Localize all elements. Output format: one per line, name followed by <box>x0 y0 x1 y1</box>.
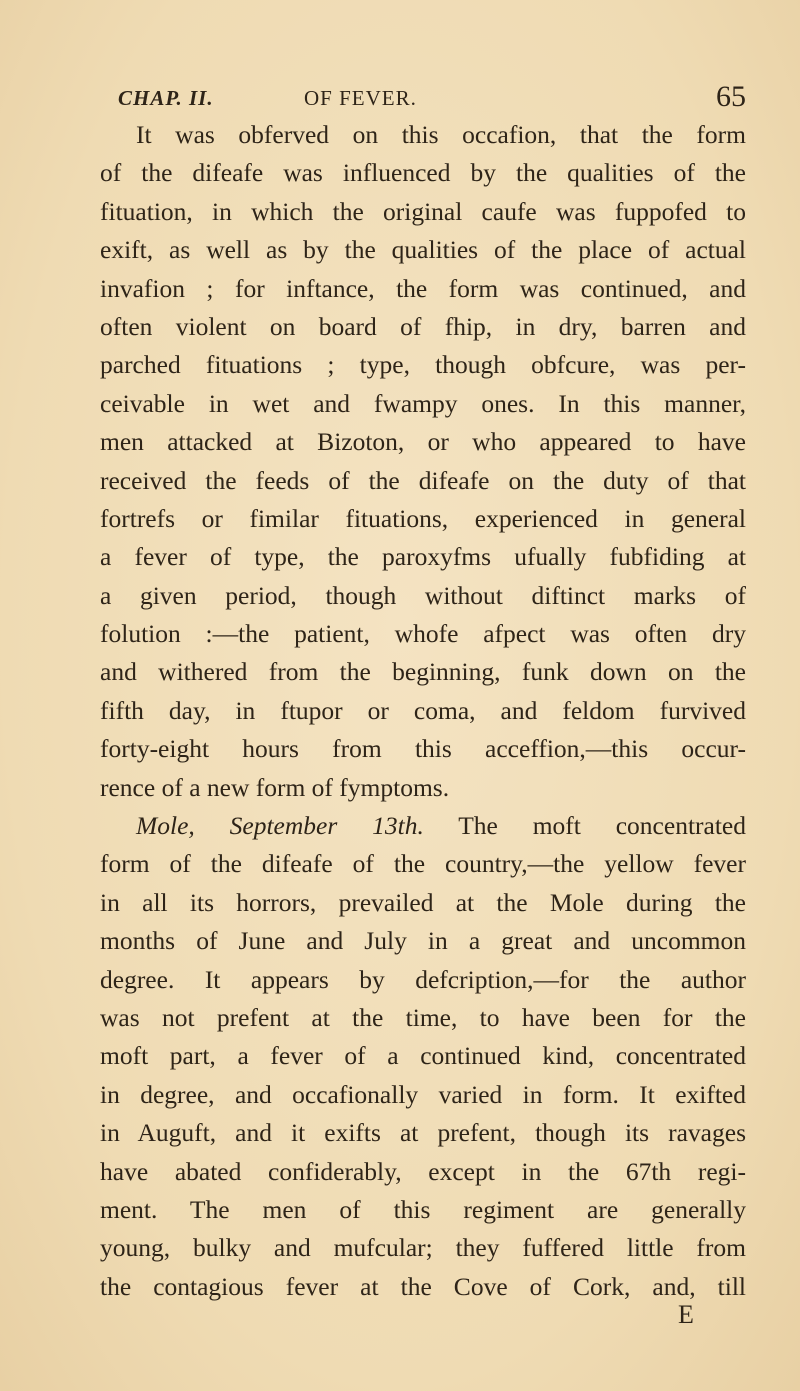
text-line: young, bulky and mufcular; they fuffered little from <box>100 1233 746 1263</box>
text-line: often violent on board of fhip, in dry, barren and <box>100 311 746 341</box>
running-title: OF FEVER. <box>304 86 417 110</box>
text-line: It was obferved on this occafion, that the form <box>136 120 746 149</box>
dateline: Mole, September 13th. <box>136 811 424 841</box>
text-line: parched fituations ; type, though obfcure, was per- <box>100 350 746 380</box>
text-line: in Auguft, and it exifts at prefent, though its ravages <box>100 1118 746 1148</box>
text-line <box>100 807 746 845</box>
text-line: exift, as well as by the qualities of the place of actual <box>100 235 746 265</box>
catchword: E <box>678 1300 694 1329</box>
page-number: 65 <box>716 80 746 113</box>
text-line: a given period, though without diftinct marks of <box>100 580 746 610</box>
text-line: fituation, in which the original caufe was fuppofed to <box>100 196 746 226</box>
text-line: invafion ; for inftance, the form was continued, and <box>100 273 746 303</box>
text-line: moft part, a fever of a continued kind, concentrated <box>100 1041 746 1071</box>
text-line: the contagious fever at the Cove of Cork, and, till <box>100 1271 746 1301</box>
text-line: ceivable in wet and fwampy ones. In this manner, <box>100 388 746 418</box>
text-line: in degree, and occafionally varied in form. It exifted <box>100 1079 746 1109</box>
text-line: of the difeafe was influenced by the qualities of the <box>100 158 746 188</box>
text-line: form of the difeafe of the country,—the yellow fever <box>100 849 746 879</box>
text-line: have abated confiderably, except in the 67th regi- <box>100 1156 746 1186</box>
text-line: men attacked at Bizoton, or who appeared to have <box>100 427 746 457</box>
text-line: fifth day, in ftupor or coma, and feldom furvived <box>100 695 746 725</box>
text-line: a fever of type, the paroxyfms ufually fubfiding at <box>100 542 746 572</box>
text-line: ment. The men of this regiment are generally <box>100 1194 746 1224</box>
chapter-label: CHAP. II. <box>118 86 214 110</box>
paragraph-1 <box>100 116 746 807</box>
text-line: received the feeds of the difeafe on the duty of that <box>100 465 746 495</box>
text-line: in all its horrors, prevailed at the Mole during the <box>100 887 746 917</box>
running-header <box>118 80 746 116</box>
text-line: was not prefent at the time, to have been for the <box>100 1002 746 1032</box>
text-line: months of June and July in a great and uncommon <box>100 926 746 956</box>
text-line: degree. It appears by defcription,—for the author <box>100 964 746 994</box>
text-line: folution :—the patient, whofe afpect was often dry <box>100 619 746 649</box>
text-line: rence of a new form of fymptoms. <box>100 772 450 802</box>
text-line: and withered from the beginning, funk down on the <box>100 657 746 687</box>
body-text <box>100 116 746 1306</box>
paragraph-2 <box>100 807 746 1306</box>
text-line: fortrefs or fimilar fituations, experienced in general <box>100 503 746 533</box>
text-line: forty-eight hours from this acceffion,—this occur- <box>100 734 746 764</box>
text-span: The moft concentrated <box>423 811 746 841</box>
